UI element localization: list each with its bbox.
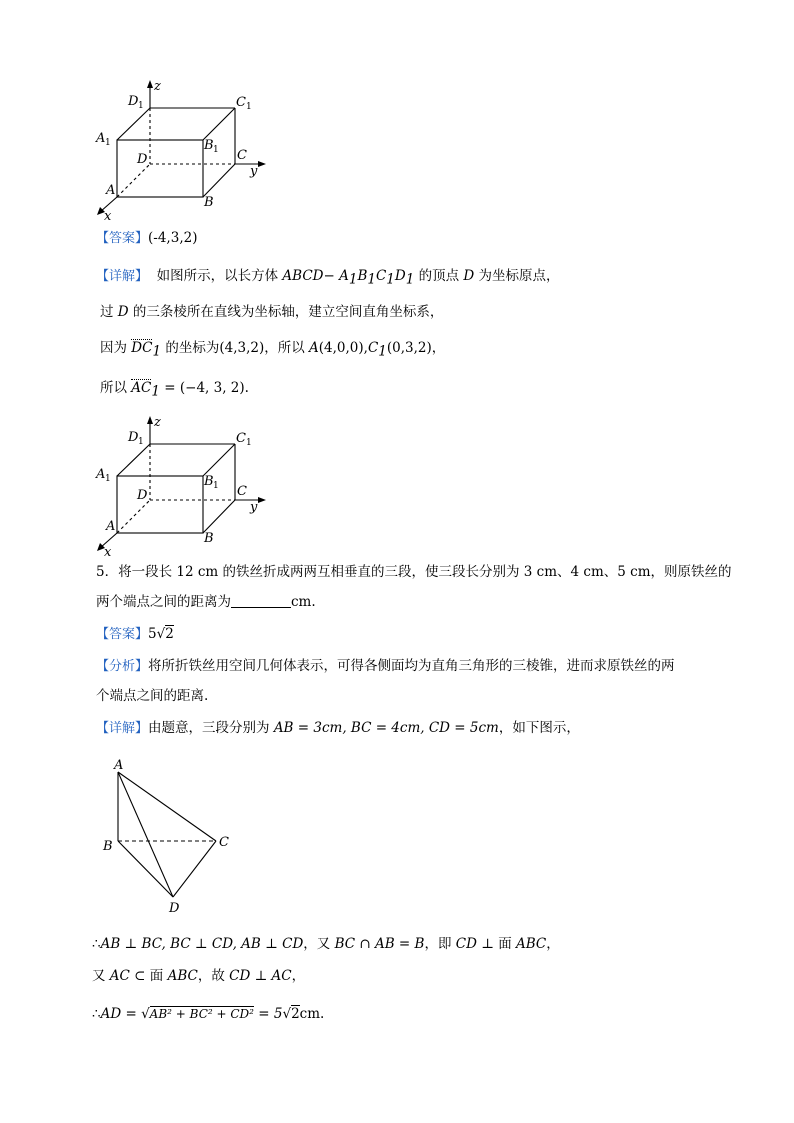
sqrt-symbol: √ [156, 626, 166, 642]
text: (4,0,0), [318, 340, 368, 356]
y-axis-label: y [250, 500, 258, 515]
math: CD ⊥ AC [229, 968, 292, 984]
answer-1 [96, 228, 197, 249]
question-text: 两个端点之间的距离为 [96, 594, 231, 610]
answer-5 [96, 624, 174, 645]
text: ，又 [303, 936, 335, 952]
sub-1: 1 [213, 145, 219, 155]
therefore-symbol: ∴ [92, 1006, 101, 1022]
sub: 1 [378, 343, 387, 360]
label-c1: C [236, 431, 246, 446]
sub: 1 [348, 271, 358, 288]
label-a: A [106, 519, 116, 534]
label-a1: A [96, 467, 106, 482]
sub-1: 1 [213, 481, 219, 491]
sub-1: 1 [138, 437, 144, 447]
label-b: B [103, 839, 113, 854]
cuboid-figure-bottom [90, 414, 270, 559]
detail-1-line-1 [96, 266, 560, 290]
text: 的三条棱所在直线为坐标轴，建立空间直角坐标系， [128, 304, 444, 320]
text: ， [546, 936, 560, 952]
cuboid-figure-top [90, 78, 270, 223]
text: 的顶点 [414, 268, 464, 284]
label-d1: D [128, 430, 139, 445]
label-d1: D [128, 94, 139, 109]
label-d: D [137, 488, 148, 503]
sub-1: 1 [246, 438, 252, 448]
math: AB = 3cm, BC = 4cm, CD = 5cm [273, 720, 499, 736]
math: AD = [100, 1006, 142, 1022]
sub: 1 [367, 271, 376, 288]
question-5-line-2 [96, 592, 316, 612]
math: C [367, 340, 379, 356]
math: AB ⊥ BC, BC ⊥ CD, AB ⊥ CD [100, 936, 304, 952]
math: = 5 [253, 1006, 283, 1022]
sqrt-radicand: AB² + BC² + CD² [149, 1007, 254, 1021]
math: ABCD [282, 268, 324, 284]
proof-line-2 [92, 966, 305, 986]
label-a: A [106, 183, 116, 198]
label-c1: C [236, 95, 246, 110]
math: B [357, 268, 368, 284]
text: 因为 [100, 340, 132, 356]
label-b: B [204, 531, 214, 546]
math: ABC [516, 936, 547, 952]
analysis-tag: 【分析】 [96, 659, 149, 674]
text: = (−4, 3, 2). [159, 380, 249, 396]
math: AC ⊂ [109, 968, 150, 984]
sub: 1 [152, 343, 162, 360]
question-5-line-1 [96, 562, 732, 582]
detail-tag: 【详解】 [96, 721, 149, 736]
text: 过 [100, 304, 118, 320]
sqrt-symbol: √ [282, 1006, 292, 1022]
vector-dc1: DC [131, 340, 153, 356]
math: C [375, 268, 387, 284]
text: 所以 [100, 380, 132, 396]
sub-1: 1 [105, 474, 111, 484]
text: 由题意，三段分别为 [148, 720, 274, 736]
answer-tag: 【答案】 [96, 231, 149, 246]
y-axis-label: y [250, 164, 258, 179]
sub-1: 1 [105, 138, 111, 148]
text: ， [291, 968, 306, 984]
z-axis-label: z [154, 415, 161, 430]
text: 的坐标为(4,3,2)，所以 [161, 340, 310, 356]
answer-tag: 【答案】 [96, 627, 149, 642]
tetrahedron-figure [98, 752, 248, 917]
question-text: 将一段长 12 cm 的铁丝折成两两互相垂直的三段，使三段长分别为 3 cm、4 cm、5 cm，则原铁丝的 [118, 564, 732, 580]
label-d: D [137, 152, 148, 167]
math: ABC [167, 968, 198, 984]
text: 如图所示，以长方体 [156, 268, 283, 284]
text: (0,3,2)， [386, 340, 446, 356]
label-b1: B [204, 138, 214, 153]
unit: cm. [299, 1006, 325, 1022]
z-axis-label: z [154, 79, 161, 94]
math: A [309, 340, 319, 356]
sub-1: 1 [246, 102, 252, 112]
math: D [463, 268, 475, 284]
text: ，如下图示， [498, 720, 580, 736]
text: 面 [498, 936, 516, 952]
math: BC ∩ AB = B [334, 936, 425, 952]
label-c: C [219, 835, 229, 850]
text: ，即 [424, 936, 456, 952]
question-number: 5． [96, 564, 119, 580]
text: 面 [149, 968, 168, 984]
proof-line-3 [92, 1004, 324, 1024]
label-d: D [169, 901, 180, 916]
label-a: A [114, 758, 124, 773]
analysis-text: 将所折铁丝用空间几何体表示，可得各侧面均为直角三角形的三棱锥，进而求原铁丝的两 [148, 658, 675, 674]
vector-ac1: AC [131, 380, 152, 396]
detail-1-line-2 [100, 302, 443, 322]
answer-coefficient: 5 [148, 626, 157, 642]
label-c: C [237, 148, 247, 163]
analysis-5-line-2 [96, 686, 208, 706]
answer-blank [231, 593, 291, 608]
proof-line-1 [92, 934, 560, 954]
text: ，故 [197, 968, 230, 984]
analysis-text: 个端点之间的距离. [96, 688, 209, 704]
answer-value: (-4,3,2) [148, 230, 198, 246]
math: D [117, 304, 129, 320]
therefore-symbol: ∴ [92, 936, 101, 952]
x-axis-label: x [104, 209, 112, 223]
sub: 1 [151, 383, 160, 400]
sub: 1 [386, 271, 395, 288]
sqrt-radicand: 2 [291, 1006, 300, 1022]
analysis-5-line-1 [96, 656, 675, 677]
label-a1: A [96, 131, 106, 146]
math: D [394, 268, 406, 284]
sqrt-radicand: 2 [165, 626, 174, 642]
x-axis-label: x [104, 545, 112, 559]
sqrt-symbol: √ [141, 1006, 150, 1022]
math: CD ⊥ [455, 936, 499, 952]
text: 为坐标原点， [474, 268, 560, 284]
detail-1-line-4 [100, 378, 249, 402]
sub-1: 1 [138, 101, 144, 111]
text: 又 [92, 968, 110, 984]
label-b1: B [204, 474, 214, 489]
math: − A [323, 268, 349, 284]
unit: cm. [291, 594, 316, 610]
detail-5-line-1 [96, 718, 580, 739]
sub: 1 [405, 271, 415, 288]
label-b: B [204, 195, 214, 210]
detail-tag: 【详解】 [96, 269, 149, 284]
detail-1-line-3 [100, 338, 445, 362]
label-c: C [237, 484, 247, 499]
